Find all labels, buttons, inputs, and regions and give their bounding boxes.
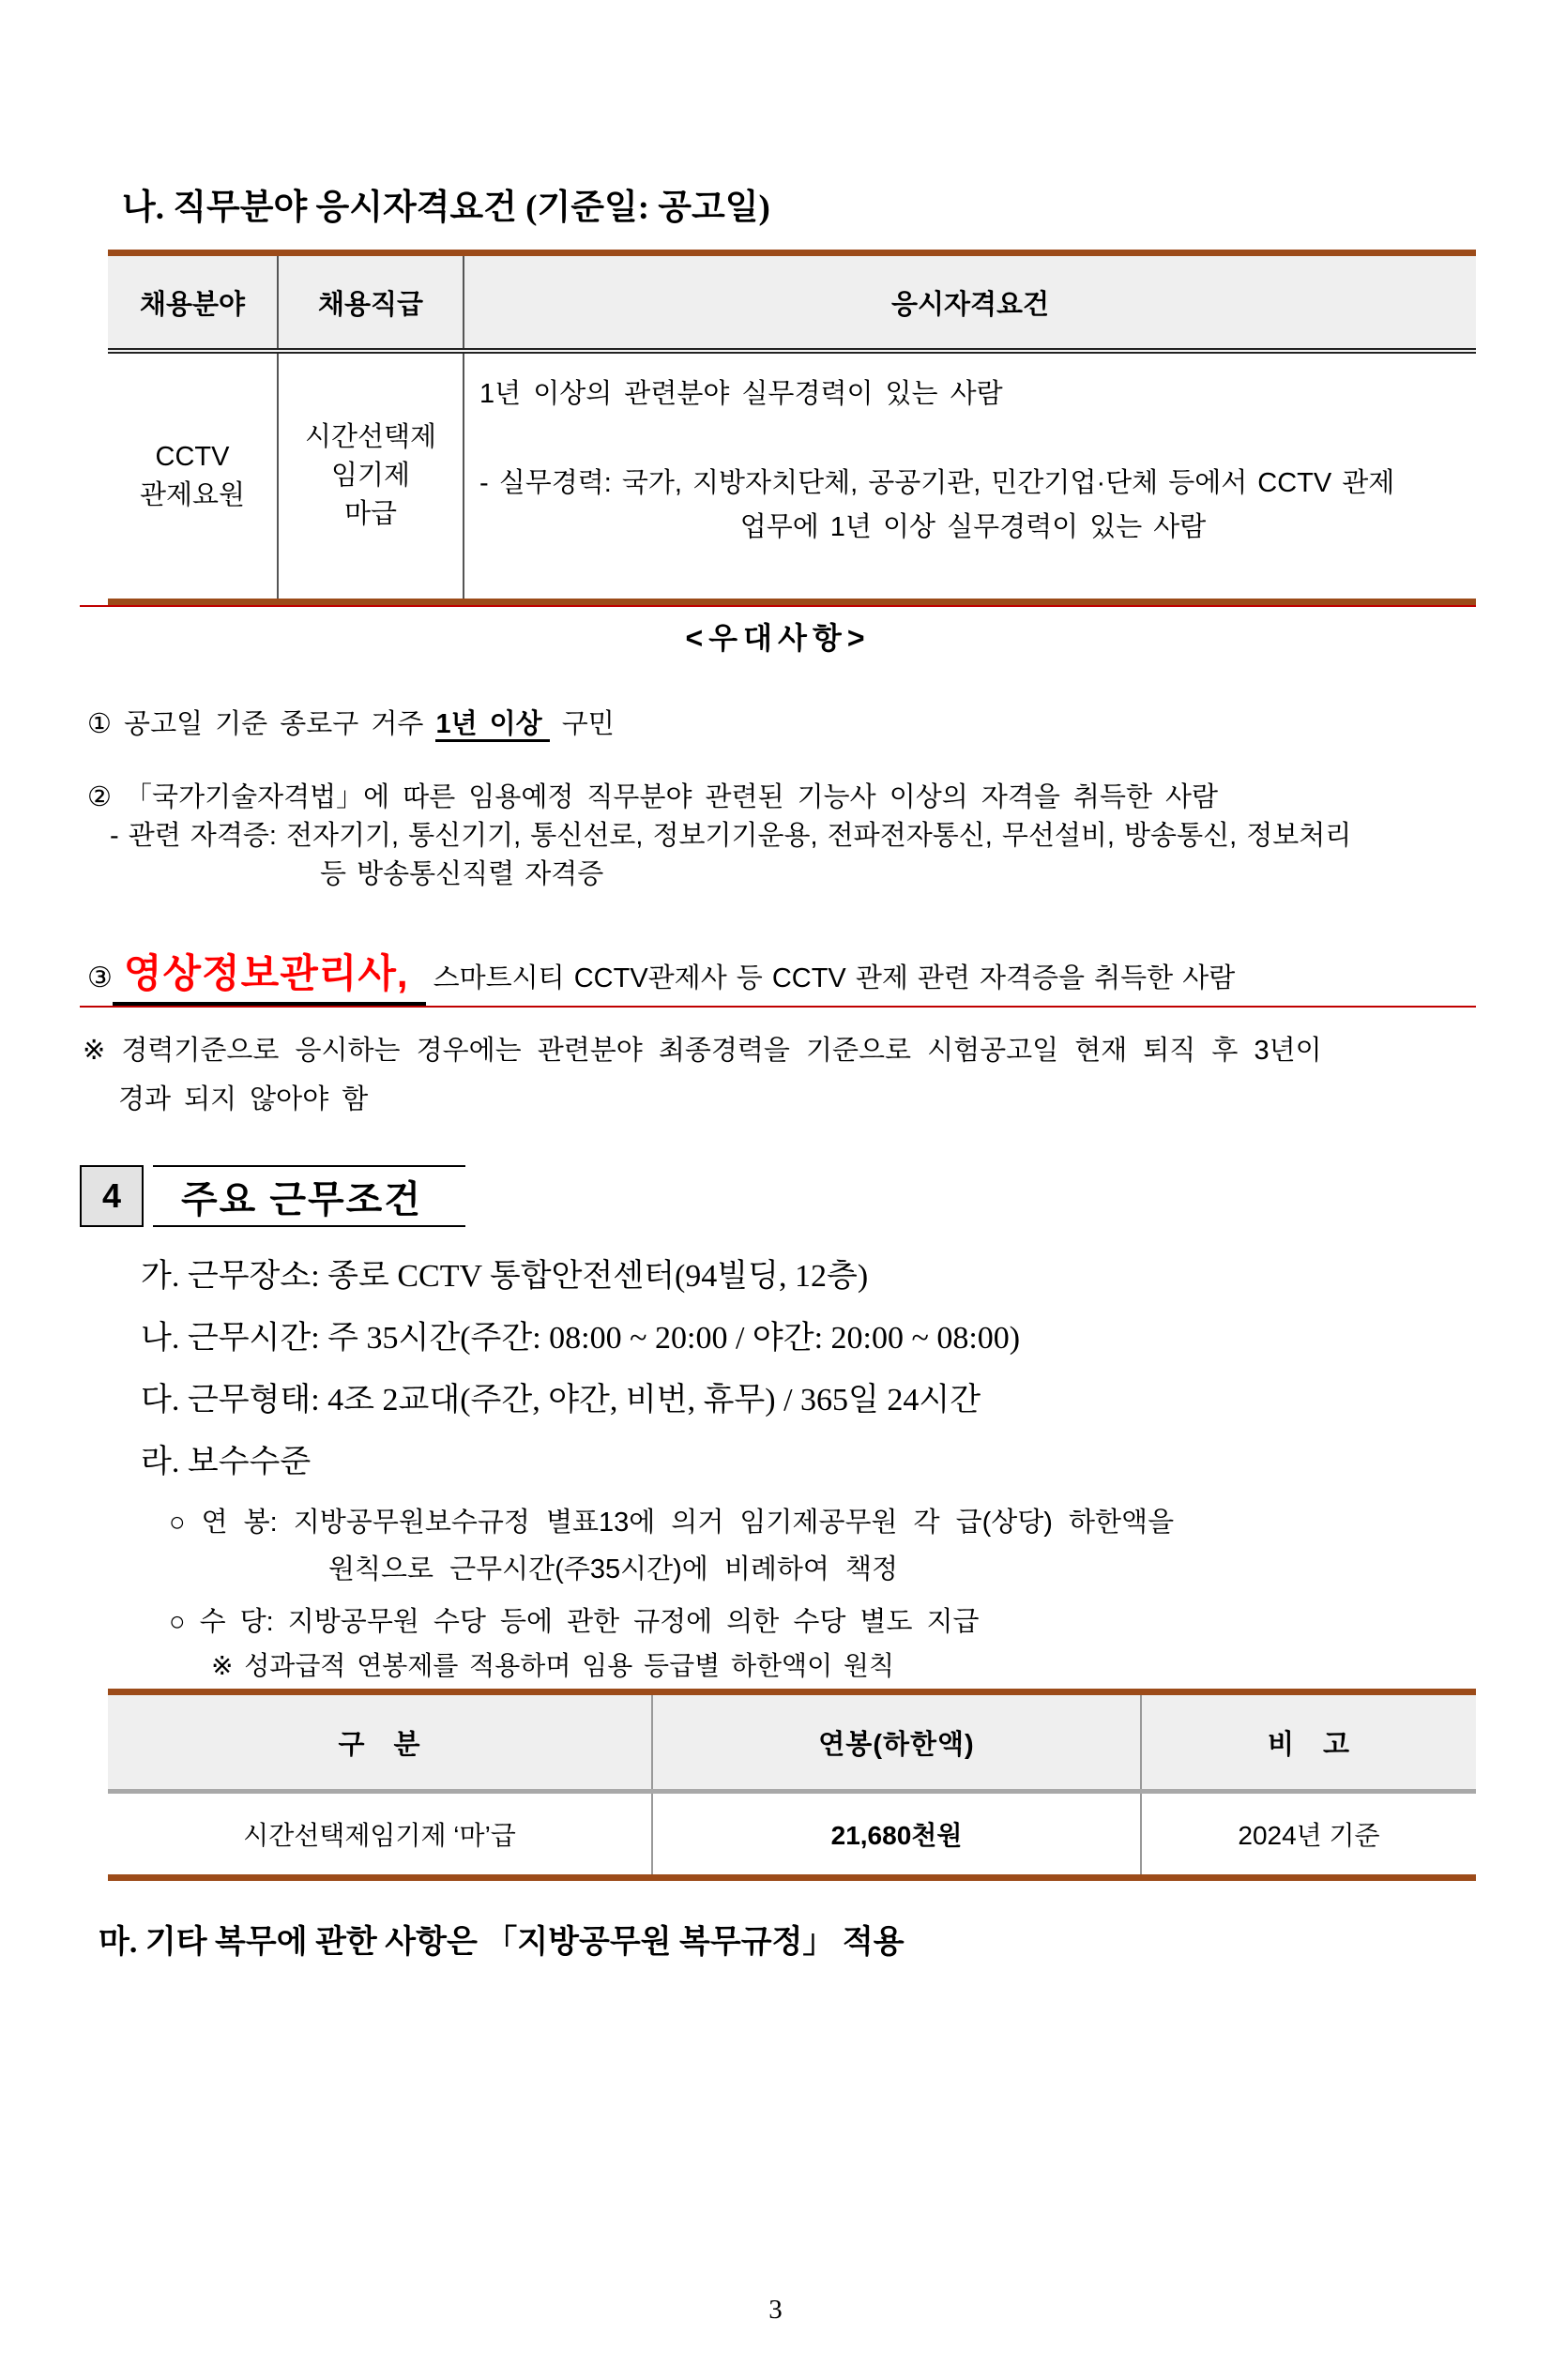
preference-item-2-line: ② 「국가기술자격법」에 따른 임용예정 직무분야 관련된 기능사 이상의 자격을 취득한 사람 bbox=[87, 782, 1219, 812]
header-requirements: 응시자격요건 bbox=[464, 253, 1476, 352]
section-b-title: 나. 직무분야 응시자격요건 (기준일: 공고일) bbox=[122, 189, 770, 227]
salary-table-header-row bbox=[108, 1692, 1476, 1792]
cell-category: 시간선택제임기제 ‘마’급 bbox=[108, 1792, 652, 1878]
preference-item-1-text: 구민 bbox=[549, 709, 615, 739]
preference-item-3-highlight-wrap bbox=[113, 943, 426, 1006]
work-conditions-list bbox=[141, 1259, 1476, 1480]
work-item-location: 가. 근무장소: 종로 CCTV 통합안전센터(94빌딩, 12층) bbox=[141, 1259, 869, 1294]
salary-table bbox=[108, 1689, 1476, 1881]
grade-line: 마급 bbox=[343, 499, 398, 529]
pay-details bbox=[80, 1507, 1476, 1681]
pay-salary-line-2: 원칙으로 근무시간(주35시간)에 비례하여 책정 bbox=[328, 1554, 898, 1584]
header-recruit-grade: 채용직급 bbox=[278, 253, 464, 352]
preference-item-3-highlight: 영상정보관리사, bbox=[123, 951, 409, 995]
work-item-other-duty: 마. 기타 복무에 관한 사항은 「지방공무원 복무규정」 적용 bbox=[99, 1925, 905, 1960]
work-item-shift: 다. 근무형태: 4조 2교대(주간, 야간, 비번, 휴무) / 365일 24시간 bbox=[141, 1383, 981, 1417]
pay-allowance-line: ○ 수 당: 지방공무원 수당 등에 관한 규정에 의한 수당 별도 지급 bbox=[169, 1607, 980, 1637]
cell-recruit-field bbox=[108, 351, 278, 602]
page-number: 3 bbox=[768, 2295, 783, 2325]
grade-line: 시간선택제 bbox=[304, 422, 437, 452]
preference-item-3-number: ③ bbox=[87, 963, 113, 993]
preference-item-2-line: - 관련 자격증: 전자기기, 통신기기, 통신선로, 정보기기운용, 전파전자통신, 무선설비, 방송통신, 정보처리 bbox=[110, 821, 1352, 851]
career-note-line: 경과 되지 않아야 함 bbox=[118, 1084, 369, 1114]
document-page bbox=[0, 188, 1551, 2380]
career-note-line: ※ 경력기준으로 응시하는 경우에는 관련분야 최종경력을 기준으로 시험공고일 현재 퇴직 후 3년이 bbox=[83, 1036, 1322, 1066]
cell-recruit-grade bbox=[278, 351, 464, 602]
section-4-number-box: 4 bbox=[80, 1165, 144, 1227]
requirement-line: - 실무경력: 국가, 지방자치단체, 공공기관, 민간기업·단체 등에서 CCTV 관제 bbox=[479, 468, 1395, 498]
field-line: 관제요원 bbox=[139, 479, 246, 510]
qualification-table-row bbox=[108, 351, 1476, 602]
header-category: 구 분 bbox=[108, 1692, 652, 1792]
pay-salary-line-1: ○ 연 봉: 지방공무원보수규정 별표13에 의거 임기제공무원 각 급(상당) 하한액을 bbox=[169, 1508, 1175, 1538]
field-line: CCTV bbox=[155, 441, 230, 472]
preference-item-3-text: 스마트시티 CCTV관제사 등 CCTV 관제 관련 자격증을 취득한 사람 bbox=[433, 963, 1236, 993]
career-note bbox=[83, 1032, 1476, 1118]
requirement-line: 1년 이상의 관련분야 실무경력이 있는 사람 bbox=[479, 379, 1003, 409]
section-4-header bbox=[80, 1165, 1476, 1227]
red-divider-top bbox=[80, 605, 1476, 607]
pay-note: ※ 성과급적 연봉제를 적용하며 임용 등급별 하한액이 원칙 bbox=[211, 1651, 895, 1680]
red-divider-bottom bbox=[80, 1006, 1476, 1008]
header-recruit-field: 채용분야 bbox=[108, 253, 278, 352]
work-item-hours: 나. 근무시간: 주 35시간(주간: 08:00 ~ 20:00 / 야간: 20:00 ~ 08:00) bbox=[141, 1321, 1021, 1356]
cell-requirements bbox=[464, 351, 1476, 602]
section-4-title: 주요 근무조건 bbox=[153, 1165, 465, 1227]
header-remark: 비 고 bbox=[1141, 1692, 1476, 1792]
qualification-table-header-row bbox=[108, 253, 1476, 352]
work-item-pay-level: 라. 보수수준 bbox=[141, 1445, 312, 1479]
preference-item-2 bbox=[87, 779, 1476, 894]
header-annual-salary: 연봉(하한액) bbox=[652, 1692, 1141, 1792]
preference-item-1 bbox=[87, 703, 1476, 741]
preference-item-3 bbox=[87, 943, 1476, 1006]
cell-annual-salary: 21,680천원 bbox=[652, 1792, 1141, 1878]
preference-section-title: <우대사항> bbox=[685, 621, 871, 655]
requirement-line: 업무에 1년 이상 실무경력이 있는 사람 bbox=[739, 512, 1207, 542]
grade-line: 임기제 bbox=[330, 461, 411, 491]
cell-remark: 2024년 기준 bbox=[1141, 1792, 1476, 1878]
preference-item-2-line: 등 방송통신직렬 자격증 bbox=[320, 859, 604, 889]
salary-table-row bbox=[108, 1792, 1476, 1878]
preference-item-1-emphasis: 1년 이상 bbox=[435, 709, 549, 742]
preference-item-1-text: ① 공고일 기준 종로구 거주 bbox=[87, 709, 436, 739]
qualification-table bbox=[108, 250, 1476, 605]
